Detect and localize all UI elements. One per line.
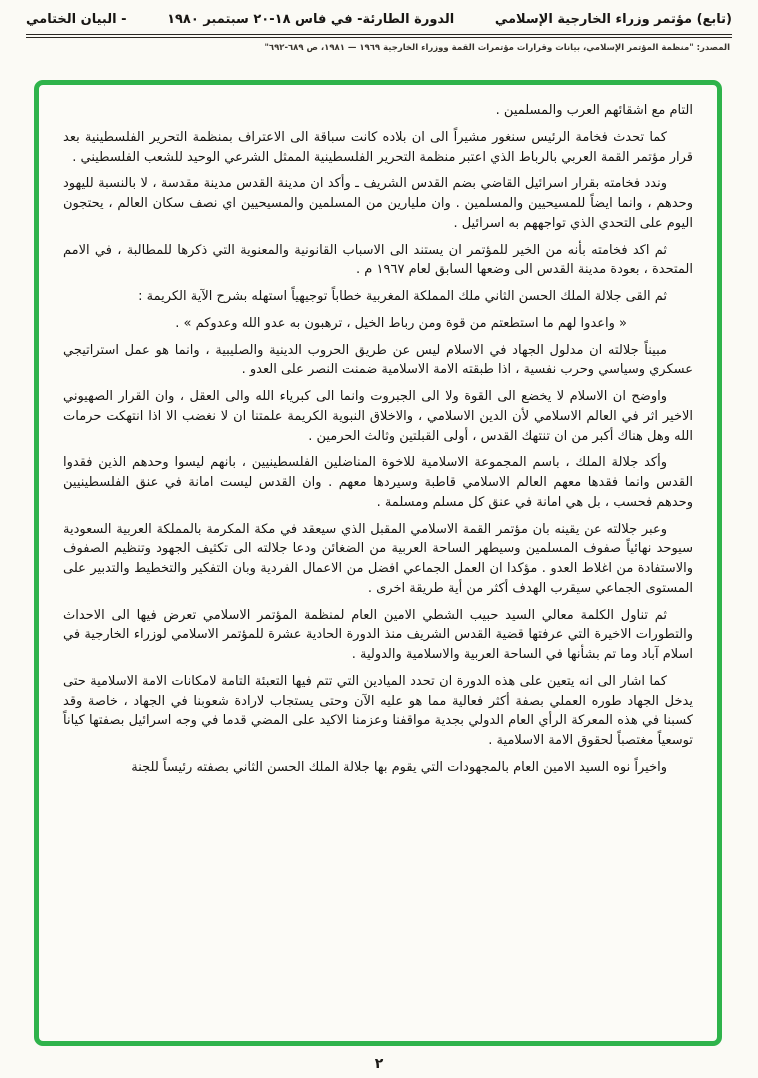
paragraph: التام مع اشقائهم العرب والمسلمين . [495,103,693,118]
paragraph: وأكد جلالة الملك ، باسم المجموعة الاسلامية للاخوة المناضلين الفلسطينيين ، بانهم ليسوا وحدهم الذين فقدوا القدس وانما فقدها معهم العالم الاسلامي قاطبة وسيردها معهم . وان القدس ليست امانة في عنق الفلسطينيين وحدهم فحسب ، بل هي امانة في عنق كل مسلم ومسلمة . [63,455,693,510]
paragraph: ثم تناول الكلمة معالي السيد حبيب الشطي الامين العام لمنظمة المؤتمر الاسلامي تعرض فيها الى الاحداث والتطورات الاخيرة التي عرفتها قضية القدس الشريف منذ الدورة الحادية عشرة للمؤتمر الاسلامي لوزراء الخارجية في اسلام آباد وما تم بشأنها في الساحة العربية والاسلامية والدولية . [63,607,693,662]
content-frame [34,80,722,1046]
statement-title: - البيان الختامي [26,12,127,27]
paragraph: كما اشار الى انه يتعين على هذه الدورة ان تحدد الميادين التي تتم فيها التعبئة التامة لامكانات الامة الاسلامية حتى يدخل الجهاد طوره العملي بصفة أكثر فعالية مما هو عليه الآن وحتى يستجاب لارادة شعوبنا في الجهاد ، خاصة وقد كسبنا في هذه المعركة الرأي العام الدولي بجدية مواقفنا وعزمنا الاكيد على المضي قدما في وجه اسرائيل بصفتها كياناً توسعياً مغتصباً لحقوق الامة الاسلامية . [63,673,693,748]
source-line: المصدر: "منظمة المؤتمر الإسلامي، بيانات وقرارات مؤتمرات القمة ووزراء الخارجية ١٩٦٩ — ١٩٨١، ص ٦٨٩-٦٩٢" [264,43,730,53]
paragraph: واوضح ان الاسلام لا يخضع الى القوة ولا الى الجبروت وانما الى كبرياء الله والى العقل ، وان القرار الصهيوني الاخير اثر في العالم الاسلامي لأن الدين الاسلامي ، والاخلاق النبوية الكريمة علمتنا ان لا نغضب الا اذا انتهكت حرمات الله وهل هناك أكبر من ان تنتهك القدس ، أولى القبلتين وثالث الحرمين . [63,389,693,444]
paragraph: وندد فخامته بقرار اسرائيل القاضي بضم القدس الشريف ـ وأكد ان مدينة القدس مدينة مقدسة ، لا بالنسبة لليهود وحدهم ، وانما ايضاً للمسيحيين والمسلمين . وان مليارين من المسلمين والمسيحيين اي نصف سكان العالم ، يحتجون اليوم على التحدي الذي تواجههم به اسرائيل . [63,176,693,231]
body-text [63,101,693,778]
header-rule [26,34,732,38]
header-title-row [26,12,732,27]
paragraph: ثم اكد فخامته بأنه من الخير للمؤتمر ان يستند الى الاسباب القانونية والمعنوية التي ذكرها للمطالبة ، في الامم المتحدة ، بعودة مدينة القدس الى وضعها السابق لعام ١٩٦٧ م . [63,242,693,278]
paragraph: واخيراً نوه السيد الامين العام بالمجهودات التي يقوم بها جلالة الملك الحسن الثاني بصفته رئيساً للجنة [131,759,667,775]
paragraph: كما تحدث فخامة الرئيس سنغور مشيراً الى ان بلاده كانت سباقة الى الاعتراف بمنظمة التحرير الفلسطينية بعد قرار مؤتمر القمة العربي بالرباط الذي اعتبر منظمة التحرير الفلسطينية الممثل الشرعي الوحيد للشعب الفلسطيني . [63,129,693,165]
session-title: الدورة الطارئة- في فاس ١٨-٢٠ سبتمبر ١٩٨٠ [167,12,455,27]
conference-title: (تابع) مؤتمر وزراء الخارجية الإسلامي [494,12,732,27]
paragraph: ثم القى جلالة الملك الحسن الثاني ملك المملكة المغربية خطاباً توجيهياً استهله بشرح الآية الكريمة : [138,289,667,304]
paragraph: مبيناً جلالته ان مدلول الجهاد في الاسلام ليس عن طريق الحروب الدينية والصليبية ، وانما هو عمل استراتيجي عسكري وسياسي وحرب نفسية ، اذا طبقته الامة الاسلامية ضمنت النصر على العدو . [63,342,693,378]
page-header [0,0,758,53]
page-number: ٢ [374,1056,384,1072]
quran-verse: « واعدوا لهم ما استطعتم من قوة ومن رباط الخيل ، ترهبون به عدو الله وعدوكم » . [175,315,627,331]
paragraph: وعبر جلالته عن يقينه بان مؤتمر القمة الاسلامي المقبل الذي سيعقد في مكة المكرمة بالمملكة العربية السعودية سيوحد نهائياً صفوف المسلمين وسيطهر الساحة العربية من الضغائن ودعا جلالته الى تكثيف الجهود وتنظيم الصفوف والاستفادة من اغلاط العدو . مؤكدا ان العمل الجماعي افضل من الاعمال الفردية وبان التفكير والتخطيط والتدبير على المستوى الجماعي سيقرب الهدف أكثر من أية طريقة اخرى . [63,521,693,596]
